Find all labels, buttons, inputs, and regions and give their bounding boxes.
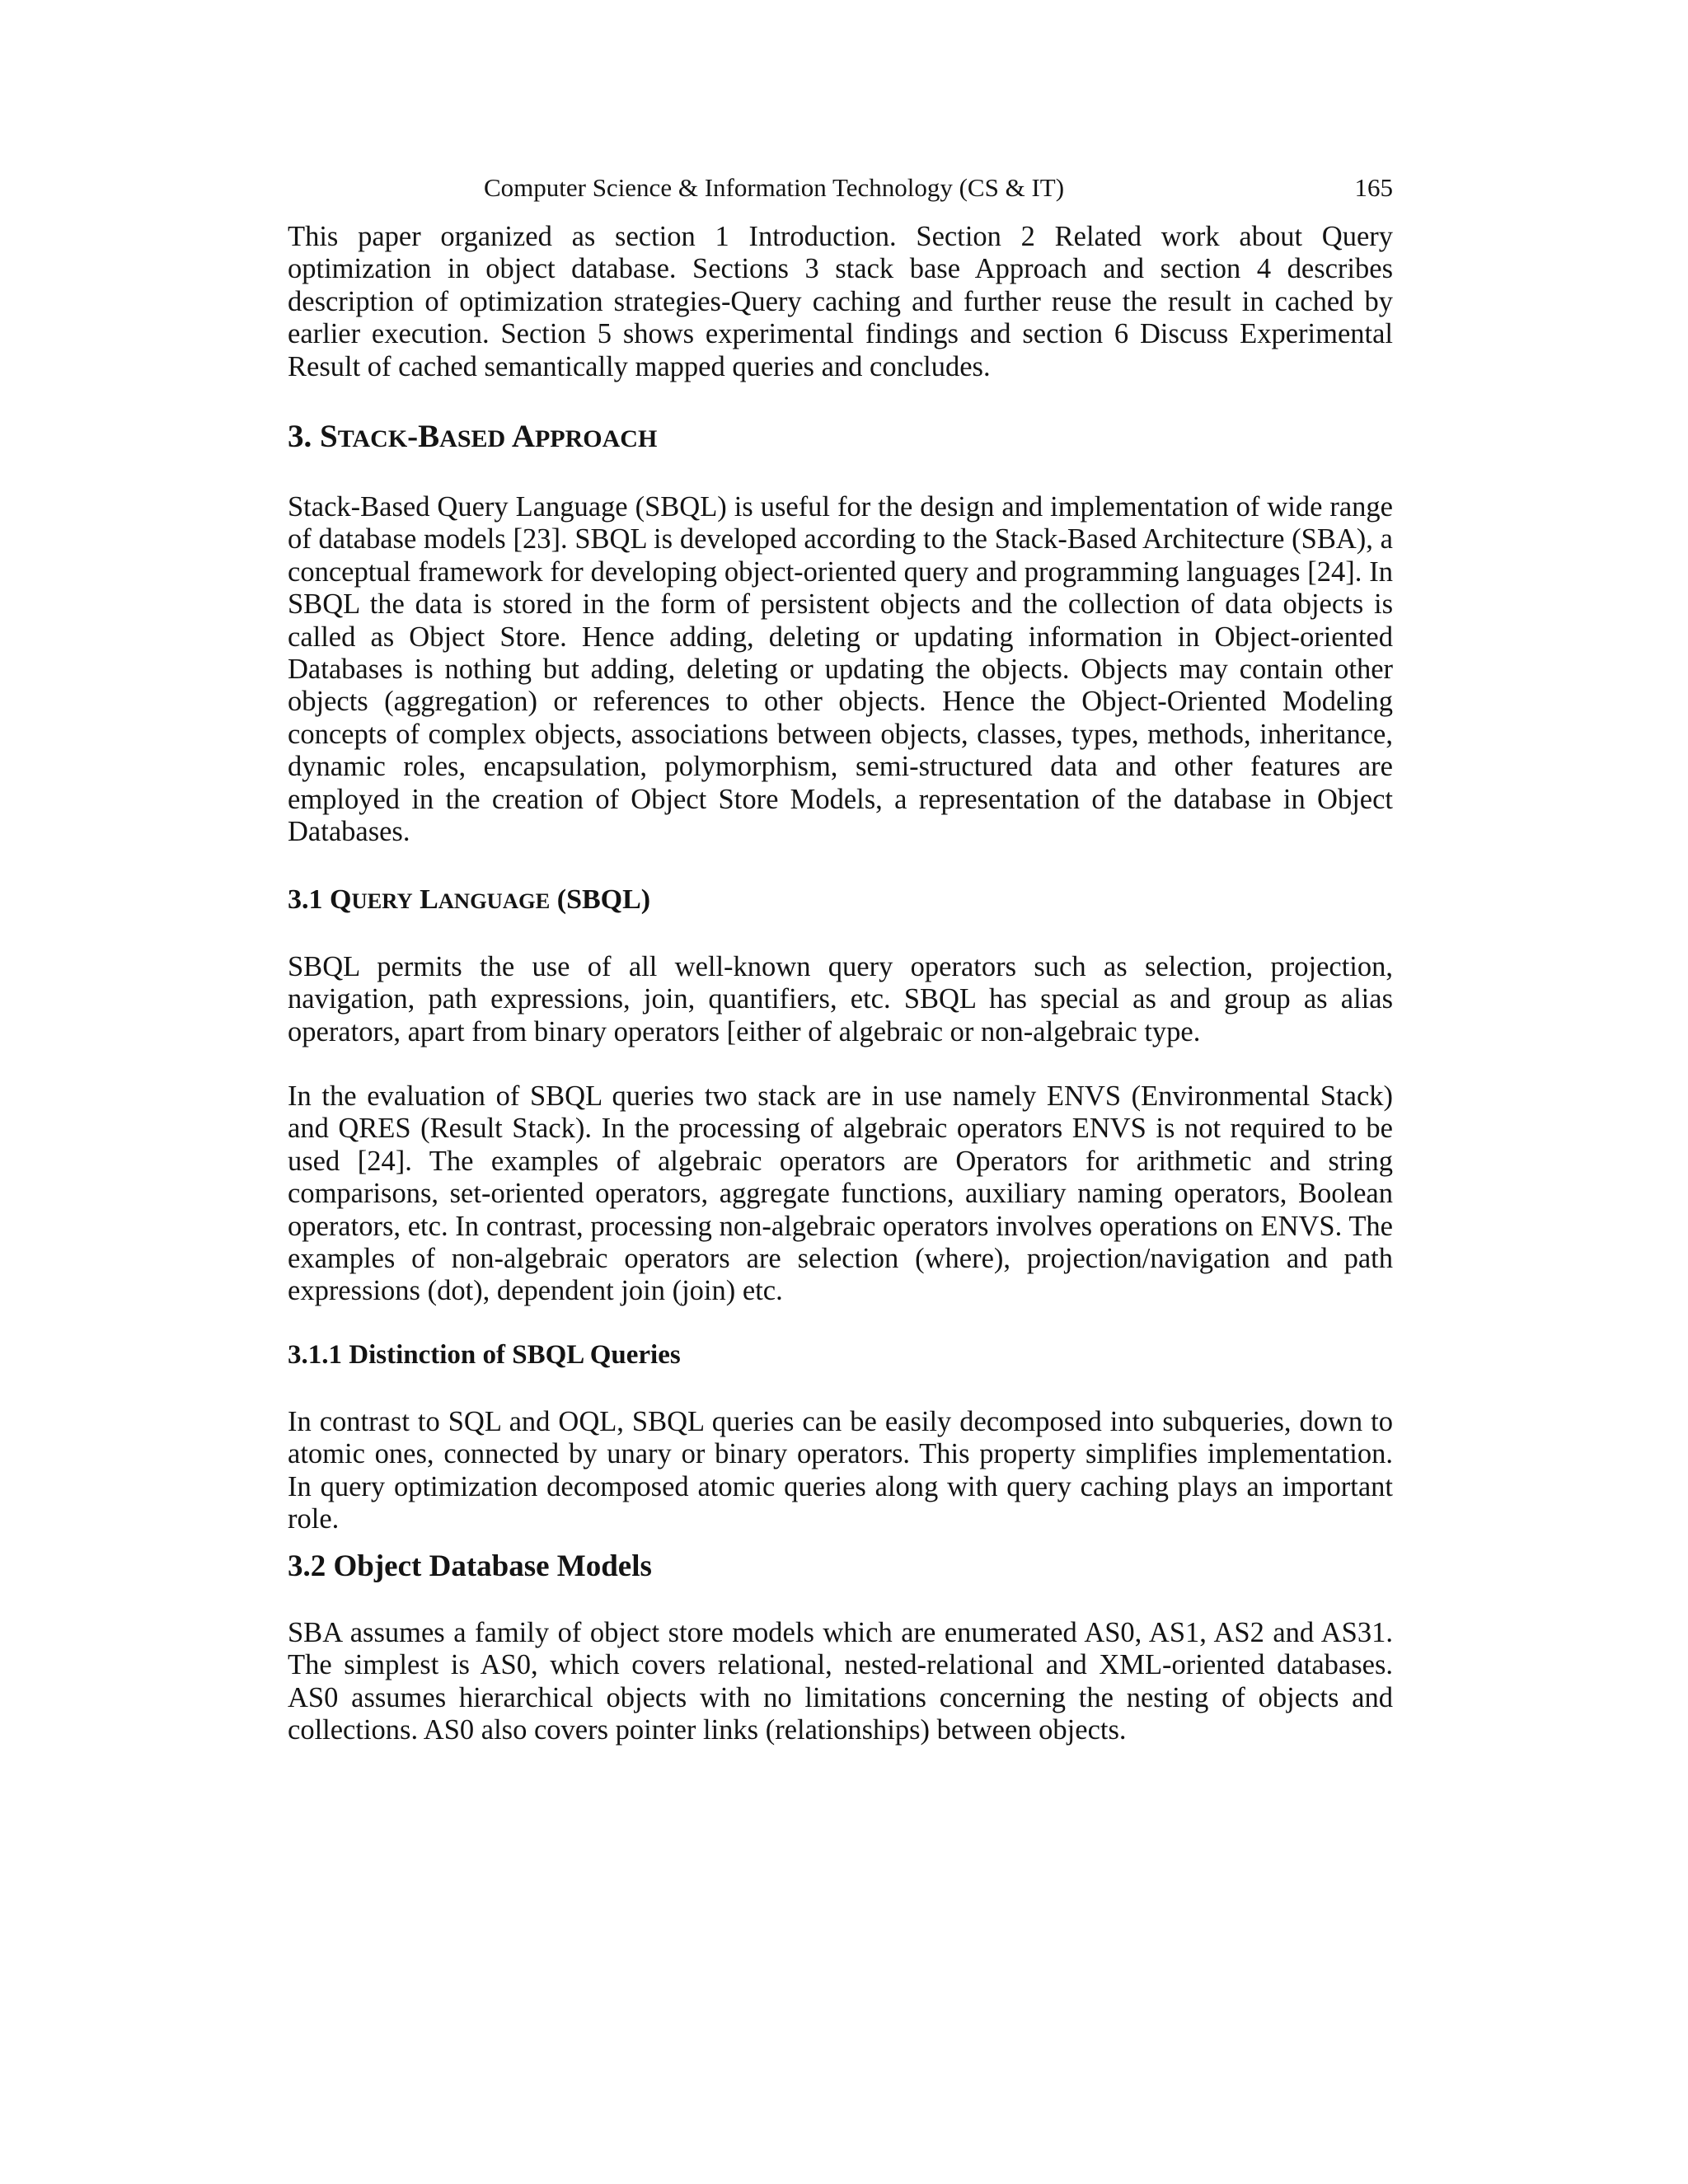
intro-paragraph: This paper organized as section 1 Introduction. Section 2 Related work about Query optimization in object database. Sections 3 stack base Approach and section 4 describes description of optimization strategies-Query caching and further reuse the result in cached by earlier execution. Section 5 shows experimental findings and section 6 Discuss Experimental Result of cached semantically mapped queries and concludes. (288, 221, 1393, 382)
page-number: 165 (1354, 173, 1393, 202)
section-heading-3-1: 3.1 QUERY LANGUAGE (SBQL) (288, 884, 651, 915)
section-heading-3-1-1: 3.1.1 Distinction of SBQL Queries (288, 1340, 681, 1370)
section-3-1-1-paragraph: In contrast to SQL and OQL, SBQL queries can be easily decomposed into subqueries, down to atomic ones, connected by unary or binary operators. This property simplifies implementation. In query optimization decomposed atomic queries along with query caching plays an important role. (288, 1406, 1393, 1535)
section-3-paragraph: Stack-Based Query Language (SBQL) is useful for the design and implementation of wide range of database models [23]. SBQL is developed according to the Stack-Based Architecture (SBA), a conceptual framework for developing object-oriented query and programming languages [24]. In SBQL the data is stored in the form of persistent objects and the collection of data objects is called as Object Store. Hence adding, deleting or updating information in Object-oriented Databases is nothing but adding, deleting or updating the objects. Objects may contain other objects (aggregation) or references to other objects. Hence the Object-Oriented Modeling concepts of complex objects, associations between objects, classes, types, methods, inheritance, dynamic roles, encapsulation, polymorphism, semi-structured data and other features are employed in the creation of Object Store Models, a representation of the database in Object Databases. (288, 491, 1393, 848)
section-heading-3: 3. STACK-BASED APPROACH (288, 419, 658, 454)
section-3-1-paragraph-2: In the evaluation of SBQL queries two stack are in use namely ENVS (Environmental Stack) and QRES (Result Stack). In the processing of algebraic operators ENVS is not required to be used [24]. The examples of algebraic operators are Operators for arithmetic and string comparisons, set-oriented operators, aggregate functions, auxiliary naming operators, Boolean operators, etc. In contrast, processing non-algebraic operators involves operations on ENVS. The examples of non-algebraic operators are selection (where), projection/navigation and path expressions (dot), dependent join (join) etc. (288, 1080, 1393, 1307)
section-3-1-paragraph-1: SBQL permits the use of all well-known query operators such as selection, projection, navigation, path expressions, join, quantifiers, etc. SBQL has special as and group as alias operators, apart from binary operators [either of algebraic or non-algebraic type. (288, 951, 1393, 1047)
section-3-2-paragraph: SBA assumes a family of object store models which are enumerated AS0, AS1, AS2 and AS31. The simplest is AS0, which covers relational, nested-relational and XML-oriented databases. AS0 assumes hierarchical objects with no limitations concerning the nesting of objects and collections. AS0 also covers pointer links (relationships) between objects. (288, 1617, 1393, 1746)
journal-title: Computer Science & Information Technology (CS & IT) (483, 173, 1065, 202)
running-header (288, 171, 1393, 204)
section-heading-3-2: 3.2 Object Database Models (288, 1549, 652, 1583)
